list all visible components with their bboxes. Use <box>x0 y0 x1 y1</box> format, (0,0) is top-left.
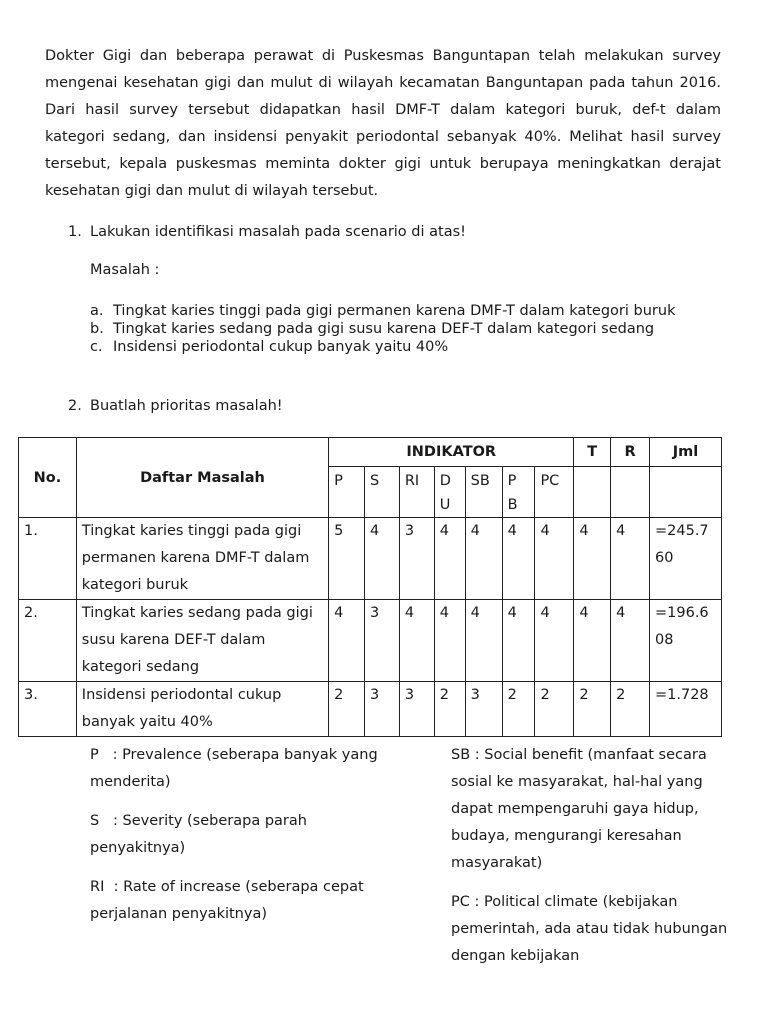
list-item-text: Insidensi periodontal cukup banyak yaitu 40% <box>113 339 449 355</box>
row-no: 1. <box>19 518 77 600</box>
row-no: 2. <box>19 600 77 682</box>
row-value: 2 <box>502 682 535 737</box>
row-value-t: 4 <box>574 518 611 600</box>
row-value: 3 <box>465 682 502 737</box>
row-value: 4 <box>399 600 434 682</box>
row-value: 5 <box>329 518 365 600</box>
row-value: 4 <box>502 600 535 682</box>
sub-header-s: S <box>365 467 400 518</box>
row-value: 4 <box>535 518 574 600</box>
masalah-list <box>90 302 675 356</box>
row-no: 3. <box>19 682 77 737</box>
list-item-letter: c. <box>90 339 103 355</box>
sub-header-sb: SB <box>465 467 502 518</box>
header-indikator: INDIKATOR <box>329 438 574 467</box>
sub-header-p: P <box>329 467 365 518</box>
row-value: 3 <box>399 682 434 737</box>
row-jml: =245.7 60 <box>650 518 722 600</box>
masalah-label: Masalah : <box>90 262 160 278</box>
question-2-number: 2. <box>68 398 82 414</box>
list-item-letter: b. <box>90 321 104 337</box>
header-jml: Jml <box>650 438 722 467</box>
row-jml: =1.728 <box>650 682 722 737</box>
row-value-r: 4 <box>611 518 650 600</box>
sub-header-pc: PC <box>535 467 574 518</box>
header-daftar-masalah: Daftar Masalah <box>76 438 328 518</box>
row-jml: =196.6 08 <box>650 600 722 682</box>
row-value: 3 <box>365 682 400 737</box>
sub-header-r-empty <box>611 467 650 518</box>
row-value-r: 2 <box>611 682 650 737</box>
sub-header-pb: P B <box>502 467 535 518</box>
row-value: 4 <box>465 600 502 682</box>
question-1-number: 1. <box>68 224 82 240</box>
header-no: No. <box>19 438 77 518</box>
question-1 <box>68 222 466 242</box>
list-item-letter: a. <box>90 303 104 319</box>
row-value: 4 <box>365 518 400 600</box>
header-t: T <box>574 438 611 467</box>
row-value: 3 <box>399 518 434 600</box>
sub-header-t-empty <box>574 467 611 518</box>
row-value-t: 2 <box>574 682 611 737</box>
list-item-text: Tingkat karies sedang pada gigi susu karena DEF-T dalam kategori sedang <box>113 321 655 337</box>
sub-header-ri: RI <box>399 467 434 518</box>
list-item <box>90 338 675 356</box>
question-2 <box>68 396 283 416</box>
question-1-text: Lakukan identifikasi masalah pada scenario di atas! <box>90 224 466 240</box>
list-item <box>90 320 675 338</box>
row-value: 2 <box>329 682 365 737</box>
row-value: 4 <box>465 518 502 600</box>
table-row <box>19 518 722 600</box>
row-value: 4 <box>329 600 365 682</box>
row-masalah: Tingkat karies sedang pada gigi susu karena DEF-T dalam kategori sedang <box>76 600 328 682</box>
intro-paragraph: Dokter Gigi dan beberapa perawat di Puskesmas Banguntapan telah melakukan survey mengenai kesehatan gigi dan mulut di wilayah kecamatan Banguntapan pada tahun 2016. Dari hasil survey tersebut didapatkan hasil DMF-T dalam kategori buruk, def-t dalam kategori sedang, dan insidensi penyakit periodontal sebanyak 40%. Melihat hasil survey tersebut, kepala puskesmas meminta dokter gigi untuk berupaya meningkatkan derajat kesehatan gigi dan mulut di wilayah tersebut. <box>45 48 721 199</box>
list-item <box>90 302 675 320</box>
row-value: 2 <box>535 682 574 737</box>
legend-item: SB : Social benefit (manfaat secara sosial ke masyarakat, hal-hal yang dapat mempengaruhi gaya hidup, budaya, mengurangi keresahan masyarakat) <box>451 747 707 871</box>
row-value-r: 4 <box>611 600 650 682</box>
row-value: 4 <box>434 518 465 600</box>
table-row <box>19 600 722 682</box>
header-r: R <box>611 438 650 467</box>
sub-header-du: D U <box>434 467 465 518</box>
row-value: 3 <box>365 600 400 682</box>
legend-item: RI : Rate of increase (seberapa cepat perjalanan penyakitnya) <box>90 879 369 922</box>
legend-item: S : Severity (seberapa parah penyakitnya) <box>90 813 312 856</box>
row-value: 4 <box>502 518 535 600</box>
legend-item: P : Prevalence (seberapa banyak yang menderita) <box>90 747 383 790</box>
sub-header-jml-empty <box>650 467 722 518</box>
table-row <box>19 682 722 737</box>
legend-item: PC : Political climate (kebijakan pemerintah, ada atau tidak hubungan dengan kebijakan <box>451 894 728 964</box>
row-value: 4 <box>535 600 574 682</box>
row-value-t: 4 <box>574 600 611 682</box>
legend-right <box>451 742 733 982</box>
priority-table <box>18 437 722 737</box>
row-masalah: Insidensi periodontal cukup banyak yaitu 40% <box>76 682 328 737</box>
list-item-text: Tingkat karies tinggi pada gigi permanen karena DMF-T dalam kategori buruk <box>113 303 676 319</box>
row-masalah: Tingkat karies tinggi pada gigi permanen karena DMF-T dalam kategori buruk <box>76 518 328 600</box>
legend-left <box>90 742 383 940</box>
question-2-text: Buatlah prioritas masalah! <box>90 398 283 414</box>
row-value: 4 <box>434 600 465 682</box>
row-value: 2 <box>434 682 465 737</box>
